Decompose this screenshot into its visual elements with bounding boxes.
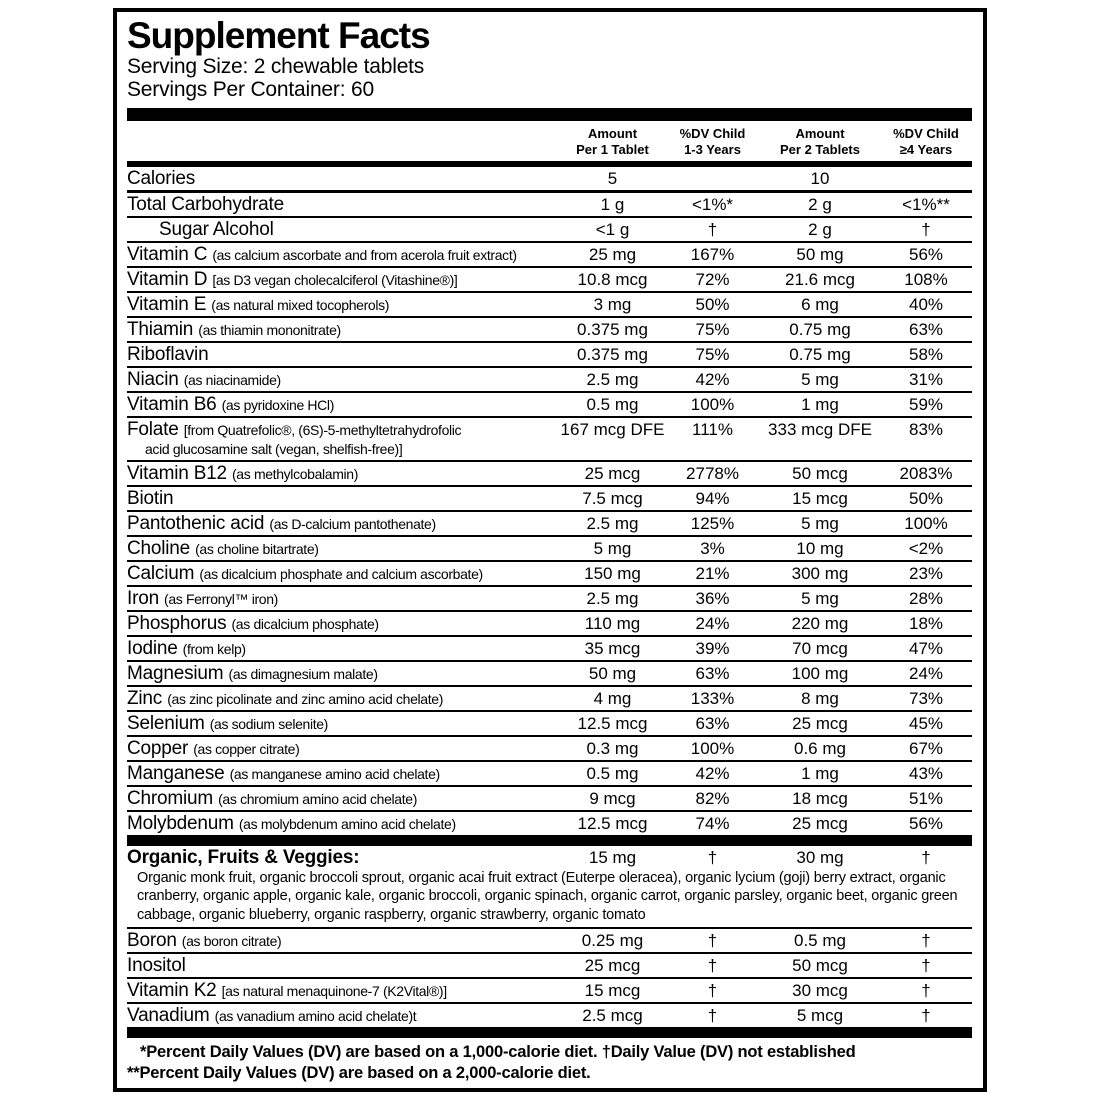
nutrient-name: Inositol [127, 954, 186, 976]
amount-per-2-tablets-value: 1 mg [801, 764, 839, 784]
nutrient-row-line [127, 929, 972, 952]
amount-per-2-tablets-value: 100 mg [791, 664, 849, 684]
nutrient-row-line [127, 637, 972, 660]
dv-child-4plus-years-value: 59% [908, 395, 944, 415]
amount-per-2-tablets-value: 0.6 mg [794, 739, 846, 759]
dv-child-1-3-years-value: 42% [695, 764, 730, 784]
nutrient-row-line [127, 193, 972, 216]
dv-child-1-3-years-value: 72% [695, 270, 730, 290]
nutrient-source-note: (as calcium ascorbate and from acerola fruit extract) [212, 247, 517, 264]
nutrient-name: Chromium [127, 788, 214, 810]
nutrient-name-cell [127, 847, 560, 869]
amount-per-2-tablets-value: 0.75 mg [789, 345, 851, 365]
amount-per-2-tablets-value: 0.5 mg [794, 930, 846, 950]
nutrient-row [127, 762, 972, 787]
nutrient-row-line [127, 954, 972, 977]
nutrient-name: Vitamin E [127, 294, 207, 316]
nutrient-name: Thiamin [127, 319, 194, 341]
nutrient-name-cell [127, 613, 560, 635]
nutrient-row-line [127, 787, 972, 810]
amount-per-2-tablets-value: 0.75 mg [789, 320, 851, 340]
dv-child-1-3-years-value: 167% [690, 245, 735, 265]
dv-child-1-3-years-value: 100% [690, 739, 735, 759]
amount-per-2-tablets-value: 5 mcg [796, 1005, 844, 1025]
nutrient-source-note: (from kelp) [182, 641, 246, 658]
column-header-dv-child-4plus-years [880, 126, 972, 157]
nutrient-source-note: (as zinc picolinate and zinc amino acid chelate) [167, 691, 444, 708]
nutrient-name: Calories [127, 168, 196, 190]
dv-child-4plus-years-value: † [921, 980, 931, 1000]
nutrient-name: Iron [127, 588, 159, 610]
dv-child-1-3-years-value: 133% [690, 689, 735, 709]
nutrient-row-line [127, 293, 972, 316]
nutrient-source-note: (as pyridoxine HCl) [221, 397, 335, 414]
dv-child-4plus-years-value: 83% [908, 420, 944, 440]
nutrient-source-note: (as copper citrate) [193, 741, 300, 758]
nutrient-name-cell [127, 319, 560, 341]
nutrient-row [127, 368, 972, 393]
amount-per-2-tablets-value: 6 mg [801, 295, 839, 315]
nutrient-row [127, 193, 972, 218]
nutrient-name-cell [127, 563, 560, 585]
nutrient-source-note: [as D3 vegan cholecalciferol (Vitashine®)] [212, 272, 458, 289]
nutrient-name: Riboflavin [127, 344, 209, 366]
amount-per-1-tablet-value: 25 mcg [584, 464, 641, 484]
nutrient-name-cell [127, 588, 560, 610]
amount-per-1-tablet-value: 25 mcg [584, 955, 641, 975]
dv-child-4plus-years-value: 47% [908, 639, 944, 659]
nutrient-row [127, 662, 972, 687]
amount-per-1-tablet-value: 35 mcg [584, 639, 641, 659]
dv-child-1-3-years-value: 94% [695, 489, 730, 509]
amount-per-2-tablets-value: 333 mcg DFE [768, 420, 872, 440]
dv-child-4plus-years-value: <2% [908, 539, 944, 559]
nutrient-name: Vitamin K2 [127, 979, 217, 1001]
nutrient-source-note: (as D-calcium pantothenate) [269, 516, 436, 533]
amount-per-1-tablet-value: 4 mg [593, 689, 632, 709]
nutrient-row [127, 318, 972, 343]
dv-child-4plus-years-value: <1%** [902, 195, 950, 215]
amount-per-1-tablet-value: 2.5 mcg [582, 1005, 643, 1025]
dv-child-4plus-years-value: 50% [908, 489, 944, 509]
dv-child-1-3-years-value: † [707, 930, 718, 950]
nutrient-name-cell [127, 813, 560, 835]
nutrient-name-cell [127, 344, 560, 366]
dv-child-4plus-years-value: 43% [908, 764, 944, 784]
dv-child-1-3-years-value: <1%* [691, 195, 734, 215]
nutrient-row-line [127, 737, 972, 760]
nutrient-row [127, 343, 972, 368]
nutrient-source-note: [from Quatrefolic®, (6S)-5-methyltetrahydrofolic [183, 422, 462, 439]
nutrient-name: Organic, Fruits & Veggies: [127, 847, 360, 869]
amount-per-2-tablets-value: 30 mcg [792, 980, 848, 1000]
amount-per-1-tablet-value: 25 mg [588, 245, 637, 265]
footnotes [127, 1038, 972, 1084]
dv-child-4plus-years-value: 31% [908, 370, 944, 390]
amount-per-2-tablets-value: 2 g [808, 195, 832, 215]
nutrient-source-note: (as Ferronyl™ iron) [164, 591, 278, 608]
dv-child-1-3-years-value: 24% [695, 614, 730, 634]
dv-child-1-3-years-value: † [707, 220, 718, 240]
nutrient-row [127, 537, 972, 562]
amount-per-2-tablets-value: 5 mg [801, 370, 839, 390]
nutrient-source-note: (as manganese amino acid chelate) [229, 766, 440, 783]
column-header-dv-child-1-3-years [665, 126, 760, 157]
nutrient-row [127, 167, 972, 193]
nutrient-source-note: (as choline bitartrate) [195, 541, 319, 558]
nutrient-name: Molybdenum [127, 813, 234, 835]
nutrient-source-note: [as natural menaquinone-7 (K2Vital®)] [221, 982, 447, 999]
amount-per-2-tablets-value: 10 [810, 169, 830, 189]
footnote: **Percent Daily Values (DV) are based on a 2,000-calorie diet. [127, 1064, 591, 1083]
nutrient-name: Boron [127, 929, 177, 951]
nutrient-name: Copper [127, 738, 189, 760]
nutrient-name-cell [127, 488, 560, 510]
dv-child-4plus-years-value: † [921, 848, 931, 868]
nutrient-row [127, 812, 972, 835]
nutrient-row [127, 243, 972, 268]
nutrient-name-cell [127, 738, 560, 760]
nutrient-name-cell [127, 1005, 560, 1027]
dv-child-1-3-years-value: † [707, 848, 718, 868]
nutrient-row-line [127, 587, 972, 610]
nutrient-row-line [127, 712, 972, 735]
panel-title: Supplement Facts [127, 15, 430, 56]
dv-child-1-3-years-value: † [707, 1005, 718, 1025]
amount-per-2-tablets-value: 25 mcg [792, 814, 848, 834]
dv-child-4plus-years-value: 23% [908, 564, 944, 584]
nutrient-name-cell [127, 244, 560, 266]
nutrient-row [127, 637, 972, 662]
nutrient-name-cell [127, 638, 560, 660]
nutrient-source-note: (as dicalcium phosphate) [231, 616, 379, 633]
nutrient-row [127, 393, 972, 418]
nutrient-name: Sugar Alcohol [159, 219, 274, 241]
nutrient-row [127, 712, 972, 737]
nutrient-row [127, 418, 972, 462]
nutrient-name: Pantothenic acid [127, 513, 265, 535]
nutrient-name: Selenium [127, 713, 205, 735]
nutrient-source-note: (as natural mixed tocopherols) [211, 297, 390, 314]
top-divider-bar [127, 108, 972, 121]
nutrient-table-main [127, 167, 972, 835]
footnote: *Percent Daily Values (DV) are based on a 1,000-calorie diet. †Daily Value (DV) not established [140, 1042, 856, 1061]
supplement-facts-panel [113, 8, 987, 1092]
amount-per-1-tablet-value: 3 mg [593, 295, 632, 315]
nutrient-row-line [127, 243, 972, 266]
dv-child-1-3-years-value: 63% [695, 714, 730, 734]
amount-per-1-tablet-value: 9 mcg [589, 789, 636, 809]
amount-per-1-tablet-value: 50 mg [588, 664, 637, 684]
nutrient-source-note: (as dimagnesium malate) [228, 666, 378, 683]
nutrient-row-line [127, 167, 972, 190]
nutrient-row [127, 487, 972, 512]
dv-child-4plus-years-value: 73% [908, 689, 944, 709]
nutrient-name-cell [127, 788, 560, 810]
nutrient-row-line [127, 687, 972, 710]
nutrient-name: Vitamin B12 [127, 463, 227, 485]
nutrient-source-note: (as boron citrate) [181, 932, 282, 949]
nutrient-name: Vanadium [127, 1004, 210, 1026]
nutrient-name: Niacin [127, 369, 179, 391]
dv-child-4plus-years-value: 56% [908, 814, 944, 834]
nutrient-name: Zinc [127, 688, 163, 710]
column-header-amount-per-1-tablet [560, 126, 665, 157]
amount-per-2-tablets-value: 5 mg [801, 514, 839, 534]
nutrient-row [127, 218, 972, 243]
amount-per-2-tablets-value: 220 mg [791, 614, 849, 634]
nutrient-source-note-continued: acid glucosamine salt (vegan, shelfish-free)] [145, 441, 403, 458]
nutrient-name: Phosphorus [127, 613, 227, 635]
dv-child-4plus-years-value: 100% [904, 514, 948, 534]
dv-child-1-3-years-value: 50% [695, 295, 730, 315]
nutrient-name: Vitamin D [127, 269, 208, 291]
amount-per-1-tablet-value: 2.5 mg [586, 514, 639, 534]
nutrient-row-line [127, 812, 972, 835]
nutrient-name-cell [127, 513, 560, 535]
nutrient-name-cell [127, 294, 560, 316]
amount-per-2-tablets-value: 5 mg [801, 589, 839, 609]
nutrient-row-line [127, 318, 972, 341]
amount-per-2-tablets-value: 25 mcg [792, 714, 848, 734]
nutrient-row [127, 929, 972, 954]
nutrient-name-cell [127, 219, 560, 241]
amount-per-1-tablet-value: 12.5 mcg [577, 714, 648, 734]
nutrient-name: Manganese [127, 763, 225, 785]
dv-child-1-3-years-value: 2778% [686, 464, 739, 484]
dv-child-1-3-years-value: 42% [695, 370, 730, 390]
dv-child-4plus-years-value: 2083% [899, 464, 953, 484]
nutrient-row-line [127, 662, 972, 685]
amount-per-2-tablets-value: 30 mg [796, 848, 844, 868]
nutrient-row [127, 979, 972, 1004]
nutrient-row [127, 1004, 972, 1027]
nutrient-name-cell [127, 713, 560, 735]
nutrient-row-line [127, 343, 972, 366]
dv-child-4plus-years-value: 56% [908, 245, 944, 265]
dv-child-1-3-years-value: 100% [690, 395, 735, 415]
nutrient-row-line [127, 979, 972, 1002]
dv-child-1-3-years-value: 75% [695, 345, 730, 365]
amount-per-1-tablet-value: 5 [607, 169, 618, 189]
nutrient-source-note: (as methylcobalamin) [232, 466, 359, 483]
serving-size-line: Serving Size: 2 chewable tablets [127, 54, 425, 78]
dv-child-4plus-years-value: † [921, 955, 931, 975]
servings-per-container-line: Servings Per Container: 60 [127, 77, 374, 101]
dv-child-4plus-years-value: 108% [904, 270, 948, 290]
column-header-line: Per 1 Tablet [576, 141, 649, 157]
nutrient-name: Calcium [127, 563, 195, 585]
nutrient-name-cell [127, 980, 560, 1002]
dv-child-4plus-years-value: † [921, 1005, 931, 1025]
nutrient-name-cell [127, 394, 560, 416]
nutrient-source-note: (as niacinamide) [183, 372, 281, 389]
nutrient-source-note: (as dicalcium phosphate and calcium ascorbate) [199, 566, 483, 583]
nutrient-name-cell [127, 419, 560, 460]
nutrient-row-line [127, 218, 972, 241]
nutrient-name-cell [127, 463, 560, 485]
nutrient-row-line [127, 512, 972, 535]
nutrient-row-line [127, 537, 972, 560]
nutrient-name-cell [127, 194, 560, 216]
amount-per-1-tablet-value: 15 mg [588, 848, 637, 868]
bottom-divider-bar [127, 1027, 972, 1038]
nutrient-name-cell [127, 955, 560, 977]
nutrient-name-cell [127, 168, 560, 190]
dv-child-4plus-years-value: 18% [908, 614, 944, 634]
dv-child-4plus-years-value: 58% [908, 345, 944, 365]
nutrient-row-line [127, 562, 972, 585]
dv-child-4plus-years-value: 45% [908, 714, 944, 734]
dv-child-1-3-years-value: 39% [695, 639, 730, 659]
nutrient-row-line [127, 846, 972, 869]
nutrient-row [127, 737, 972, 762]
nutrient-row [127, 787, 972, 812]
amount-per-1-tablet-value: 1 g [600, 195, 625, 215]
amount-per-2-tablets-value: 50 mg [796, 245, 844, 265]
nutrient-row-line [127, 462, 972, 485]
nutrient-name-cell [127, 763, 560, 785]
nutrient-name: Vitamin B6 [127, 394, 217, 416]
nutrient-row [127, 268, 972, 293]
dv-child-1-3-years-value: † [707, 955, 718, 975]
nutrient-row [127, 687, 972, 712]
amount-per-1-tablet-value: 167 mcg DFE [560, 420, 665, 440]
amount-per-1-tablet-value: 0.375 mg [577, 320, 648, 340]
nutrient-name-cell [127, 538, 560, 560]
amount-per-1-tablet-value: 0.3 mg [586, 739, 639, 759]
nutrient-row-line [127, 393, 972, 416]
amount-per-2-tablets-value: 50 mcg [792, 464, 848, 484]
column-header-line: Per 2 Tablets [780, 141, 860, 157]
column-headers [127, 121, 972, 161]
amount-per-1-tablet-value: 12.5 mcg [577, 814, 648, 834]
dv-child-1-3-years-value: 82% [695, 789, 730, 809]
dv-child-1-3-years-value: 36% [695, 589, 730, 609]
amount-per-1-tablet-value: 2.5 mg [586, 589, 639, 609]
nutrient-name-cell [127, 269, 560, 291]
dv-child-4plus-years-value: 63% [908, 320, 944, 340]
column-header-line: Amount [587, 125, 638, 141]
dv-child-4plus-years-value: 28% [908, 589, 944, 609]
nutrient-name: Iodine [127, 638, 178, 660]
amount-per-1-tablet-value: 0.5 mg [586, 395, 639, 415]
nutrient-name-cell [127, 930, 560, 952]
amount-per-2-tablets-value: 70 mcg [792, 639, 848, 659]
nutrient-name-cell [127, 663, 560, 685]
nutrient-row [127, 562, 972, 587]
amount-per-1-tablet-value: 7.5 mcg [582, 489, 643, 509]
amount-per-1-tablet-value: 0.5 mg [586, 764, 639, 784]
column-header-line: %DV Child [679, 125, 746, 141]
organic-ingredients-description: Organic monk fruit, organic broccoli sprout, organic acai fruit extract (Euterpe oleracea), organic lycium (goji) berry extract, organic cranberry, organic apple, organic kale, organic broccoli, organic spinach, organic carrot, organic parsley, organic beet, organic green cabbage, organic blueberry, organic raspberry, organic strawberry, organic tomato [137, 870, 958, 923]
nutrient-source-note: (as chromium amino acid chelate) [218, 791, 418, 808]
dv-child-1-3-years-value: 3% [700, 539, 725, 559]
dv-child-4plus-years-value: 67% [908, 739, 944, 759]
nutrient-name: Total Carbohydrate [127, 194, 284, 216]
dv-child-1-3-years-value: † [707, 980, 718, 1000]
amount-per-1-tablet-value: 2.5 mg [586, 370, 639, 390]
amount-per-2-tablets-value: 10 mg [796, 539, 844, 559]
column-header-line: 1-3 Years [684, 141, 741, 157]
nutrient-row [127, 512, 972, 537]
dv-child-4plus-years-value: † [921, 930, 931, 950]
amount-per-2-tablets-value: 15 mcg [792, 489, 848, 509]
amount-per-1-tablet-value: 150 mg [584, 564, 641, 584]
column-header-line: ≥4 Years [899, 141, 953, 157]
nutrient-row-line [127, 268, 972, 291]
column-header-line: %DV Child [893, 125, 959, 141]
nutrient-name: Folate [127, 419, 179, 441]
nutrient-name: Magnesium [127, 663, 224, 685]
dv-child-4plus-years-value: 40% [908, 295, 944, 315]
nutrient-row [127, 612, 972, 637]
nutrient-row [127, 462, 972, 487]
amount-per-1-tablet-value: 10.8 mcg [577, 270, 648, 290]
section-divider-bar [127, 835, 972, 846]
nutrient-name: Vitamin C [127, 244, 208, 266]
amount-per-1-tablet-value: 110 mg [584, 614, 641, 634]
dv-child-4plus-years-value: 24% [908, 664, 944, 684]
nutrient-source-note: (as thiamin mononitrate) [198, 322, 341, 339]
dv-child-1-3-years-value: 21% [695, 564, 730, 584]
amount-per-1-tablet-value: 0.375 mg [577, 345, 648, 365]
nutrient-row-line [127, 418, 972, 460]
dv-child-4plus-years-value: 51% [908, 789, 944, 809]
nutrient-row-line [127, 368, 972, 391]
nutrient-row-line [127, 762, 972, 785]
amount-per-2-tablets-value: 50 mcg [792, 955, 848, 975]
nutrient-row-line [127, 487, 972, 510]
nutrient-row [127, 846, 972, 929]
nutrient-source-note: (as vanadium amino acid chelate)t [214, 1007, 417, 1024]
amount-per-2-tablets-value: 300 mg [791, 564, 849, 584]
amount-per-1-tablet-value: 5 mg [593, 539, 632, 559]
amount-per-2-tablets-value: 8 mg [801, 689, 839, 709]
nutrient-row [127, 587, 972, 612]
amount-per-2-tablets-value: 1 mg [801, 395, 839, 415]
nutrient-name-cell [127, 688, 560, 710]
amount-per-1-tablet-value: <1 g [595, 220, 630, 240]
nutrient-row-line [127, 1004, 972, 1027]
amount-per-1-tablet-value: 0.25 mg [581, 930, 644, 950]
column-header-line: Amount [795, 125, 845, 141]
dv-child-4plus-years-value: † [921, 220, 931, 240]
amount-per-2-tablets-value: 18 mcg [792, 789, 848, 809]
nutrient-source-note: (as molybdenum amino acid chelate) [238, 816, 456, 833]
nutrient-table-other-ingredients [127, 846, 972, 1027]
dv-child-1-3-years-value: 111% [692, 420, 733, 440]
nutrient-row-line [127, 612, 972, 635]
dv-child-1-3-years-value: 75% [695, 320, 730, 340]
dv-child-1-3-years-value: 63% [695, 664, 730, 684]
nutrient-name: Choline [127, 538, 191, 560]
dv-child-1-3-years-value: 125% [690, 514, 735, 534]
amount-per-1-tablet-value: 15 mcg [584, 980, 641, 1000]
nutrient-name-cell [127, 369, 560, 391]
nutrient-source-note: (as sodium selenite) [209, 716, 328, 733]
amount-per-2-tablets-value: 2 g [808, 220, 832, 240]
nutrient-row [127, 293, 972, 318]
dv-child-1-3-years-value: 74% [695, 814, 730, 834]
nutrient-row [127, 954, 972, 979]
column-header-amount-per-2-tablets [760, 126, 880, 157]
amount-per-2-tablets-value: 21.6 mcg [785, 270, 855, 290]
nutrient-name: Biotin [127, 488, 174, 510]
